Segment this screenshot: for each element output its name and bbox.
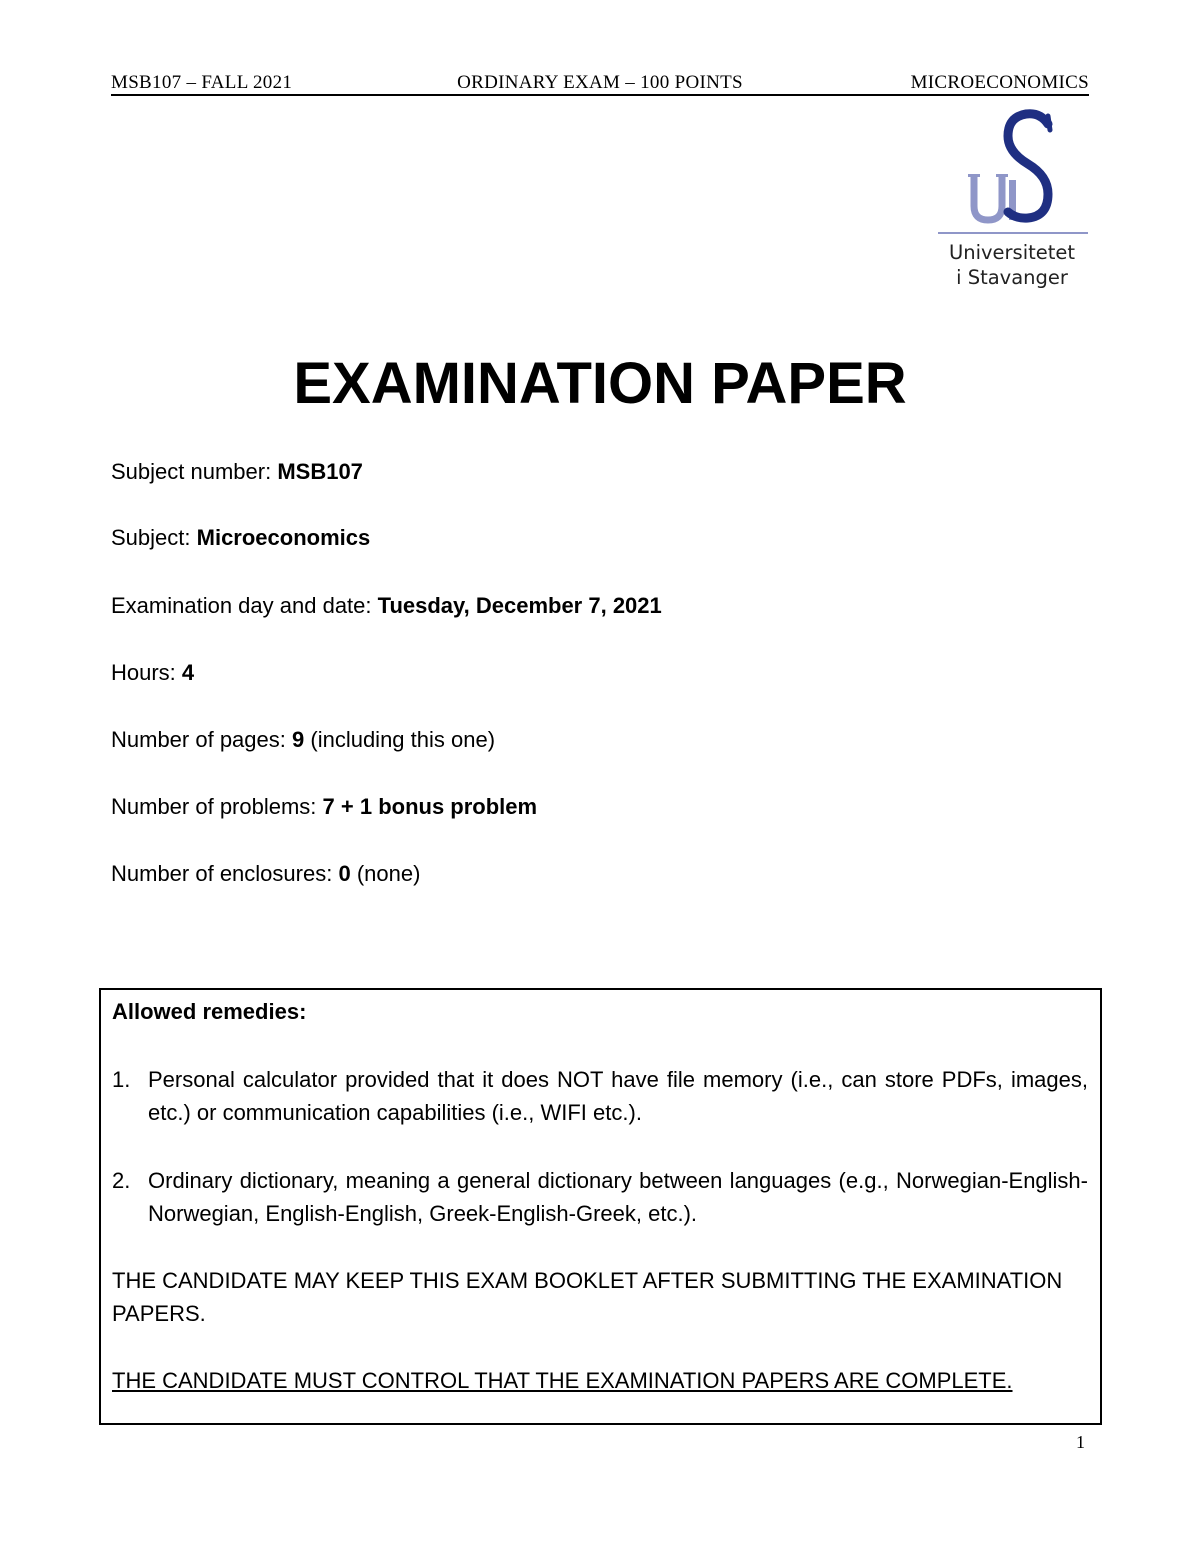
header-course: MSB107 – FALL 2021 bbox=[111, 72, 293, 93]
logo-line-2: i Stavanger bbox=[956, 266, 1068, 289]
keep-booklet-notice: THE CANDIDATE MAY KEEP THIS EXAM BOOKLET AFTER SUBMITTING THE EXAMINATION PAPERS. bbox=[112, 1268, 1063, 1326]
hours-value: 4 bbox=[181, 660, 195, 685]
enclosures-value: 0 bbox=[338, 861, 351, 886]
logo-line-1: Universitetet bbox=[948, 241, 1076, 264]
exam-date-value: Tuesday, December 7, 2021 bbox=[377, 593, 662, 618]
subject-number-label: Subject number: bbox=[111, 459, 272, 484]
pages-label: Number of pages: bbox=[111, 727, 286, 752]
enclosures-label: Number of enclosures: bbox=[111, 861, 333, 886]
subject-number-line bbox=[111, 459, 363, 485]
remedies-title: Allowed remedies: bbox=[112, 999, 307, 1024]
allowed-remedies-box bbox=[99, 988, 1102, 1425]
exam-date-label: Examination day and date: bbox=[111, 593, 372, 618]
pages-value: 9 bbox=[292, 727, 305, 752]
subject-number-value: MSB107 bbox=[277, 459, 363, 484]
list-item-number: 1. bbox=[112, 1067, 131, 1092]
exam-date-line bbox=[111, 593, 662, 619]
logo-wordmark bbox=[936, 240, 1088, 290]
pages-note: (including this one) bbox=[310, 727, 496, 752]
header-exam-type: ORDINARY EXAM – 100 POINTS bbox=[457, 72, 743, 93]
enclosures-line bbox=[111, 861, 420, 887]
subject-line bbox=[111, 525, 370, 551]
completeness-notice: THE CANDIDATE MUST CONTROL THAT THE EXAMINATION PAPERS ARE COMPLETE. bbox=[112, 1368, 1013, 1393]
enclosures-note: (none) bbox=[356, 861, 421, 886]
list-item-text: Personal calculator provided that it does NOT have file memory (i.e., can store PDFs, images, etc.) or communication capabilities (i.e., WIFI etc.). bbox=[148, 1067, 1088, 1125]
subject-label: Subject: bbox=[111, 525, 191, 550]
hours-line bbox=[111, 660, 194, 686]
page-number: 1 bbox=[1076, 1432, 1085, 1452]
page-header bbox=[111, 72, 1089, 96]
hours-label: Hours: bbox=[111, 660, 176, 685]
problems-line bbox=[111, 794, 537, 820]
university-logo bbox=[936, 108, 1092, 292]
list-item-text: Ordinary dictionary, meaning a general dictionary between languages (e.g., Norwegian-English-Norwegian, English-English, Greek-English-Greek, etc.). bbox=[148, 1168, 1088, 1226]
logo-divider bbox=[938, 232, 1088, 234]
list-item-number: 2. bbox=[112, 1168, 131, 1193]
problems-label: Number of problems: bbox=[111, 794, 317, 819]
header-subject: MICROECONOMICS bbox=[910, 72, 1089, 93]
pages-line bbox=[111, 727, 495, 753]
subject-value: Microeconomics bbox=[196, 525, 371, 550]
problems-value: 7 + 1 bonus problem bbox=[322, 794, 538, 819]
uis-logo-mark bbox=[936, 108, 1092, 232]
document-title: EXAMINATION PAPER bbox=[293, 351, 907, 416]
